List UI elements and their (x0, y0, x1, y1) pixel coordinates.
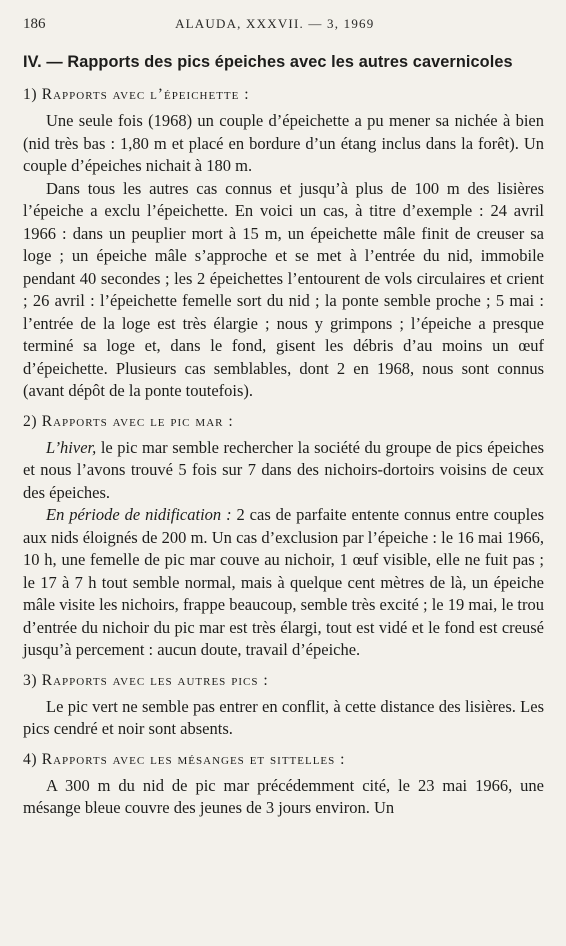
paragraph-text: Une seule fois (1968) un couple d’épeichette a pu mener sa nichée à bien (nid très bas : 1,80 m et placé en bordure d’un étang inclus dans la forêt). Un couple d’épeiches nichait à 180 m. (23, 111, 544, 175)
paragraph (23, 178, 544, 403)
subsection-number: 3) (23, 671, 38, 689)
paragraph-lead: En période de nidification : (46, 505, 232, 524)
subsection-heading-1 (23, 86, 544, 104)
paragraph-text: A 300 m du nid de pic mar précédemment cité, le 23 mai 1966, une mésange bleue couvre des jeunes de 3 jours environ. Un (23, 775, 544, 817)
paragraph (23, 437, 544, 505)
running-head (23, 16, 544, 33)
subsection-heading-2 (23, 413, 544, 431)
paragraph (23, 775, 544, 820)
paragraph-lead: L’hiver, (46, 437, 97, 457)
spacer (23, 662, 544, 672)
subsection-title: Rapports avec les mésanges et sittelles : (41, 750, 346, 768)
paragraph (23, 504, 544, 662)
section-title: IV. — Rapports des pics épeiches avec les autres cavernicoles (23, 53, 513, 71)
paragraph (23, 110, 544, 178)
subsection-title: Rapports avec le pic mar : (41, 412, 234, 430)
spacer (23, 741, 544, 751)
paragraph-text: 2 cas de parfaite entente connus entre couples aux nids éloignés de 200 m. Un cas d’exclusion par l’épeiche : le 16 mai 1966, 10 h, une femelle de pic mar couve au nichoir, 1 œuf visible, elle ne fuit pas ; le 17 à 7 h tout semble normal, mais à quelque cent mètres de là, un épeiche mâle visite les nichoirs, frappe beaucoup, semble très excité ; le 19 mai, le trou d’entrée du nichoir du pic mar est très élargi, tout est vidé et le fond est creusé jusqu’à percement : aucun doute, travail d’épeiche. (23, 505, 544, 659)
subsection-title: Rapports avec l’épeichette : (41, 86, 250, 103)
subsection-number: 1) (23, 86, 38, 103)
page-number: 186 (23, 16, 46, 32)
journal-reference: ALAUDA, XXXVII. — 3, 1969 (175, 16, 375, 31)
subsection-title: Rapports avec les autres pics : (41, 671, 269, 689)
subsection-number: 4) (23, 750, 38, 768)
paragraph (23, 696, 544, 741)
paragraph-text: Dans tous les autres cas connus et jusqu’à plus de 100 m des lisières l’épeiche a exclu l’épeichette. En voici un cas, à titre d’exemple : 24 avril 1966 : dans un peuplier mort à 15 m, un épeichette mâle finit de creuser sa loge ; un épeiche mâle s’approche et se met à l’entrée du nid, immobile pendant 40 secondes ; les 2 épeichettes l’entourent de vols circulaires et crient ; 26 avril : l’épeichette femelle sort du nid ; la ponte semble proche ; 5 mai : l’entrée de la loge est très élargie ; nous y grimpons ; l’épeiche a presque terminé sa loge et, dans le fond, gisent les débris d’au moins un œuf d’épeichette. Plusieurs cas semblables, dont 2 en 1968, nous sont connus (avant dépôt de la ponte toutefois). (23, 178, 544, 400)
subsection-heading-4 (23, 751, 544, 769)
subsection-heading-3 (23, 672, 544, 690)
paragraph-text: le pic mar semble rechercher la société du groupe de pics épeiches et nous l’avons trouvé 5 fois sur 7 dans des nichoirs-dortoirs voisins de ceux des épeiches. (23, 437, 544, 502)
paragraph-text: Le pic vert ne semble pas entrer en conflit, à cette distance des lisières. Les pics cendré et noir sont absents. (23, 696, 544, 738)
spacer (23, 403, 544, 413)
subsection-number: 2) (23, 412, 38, 430)
